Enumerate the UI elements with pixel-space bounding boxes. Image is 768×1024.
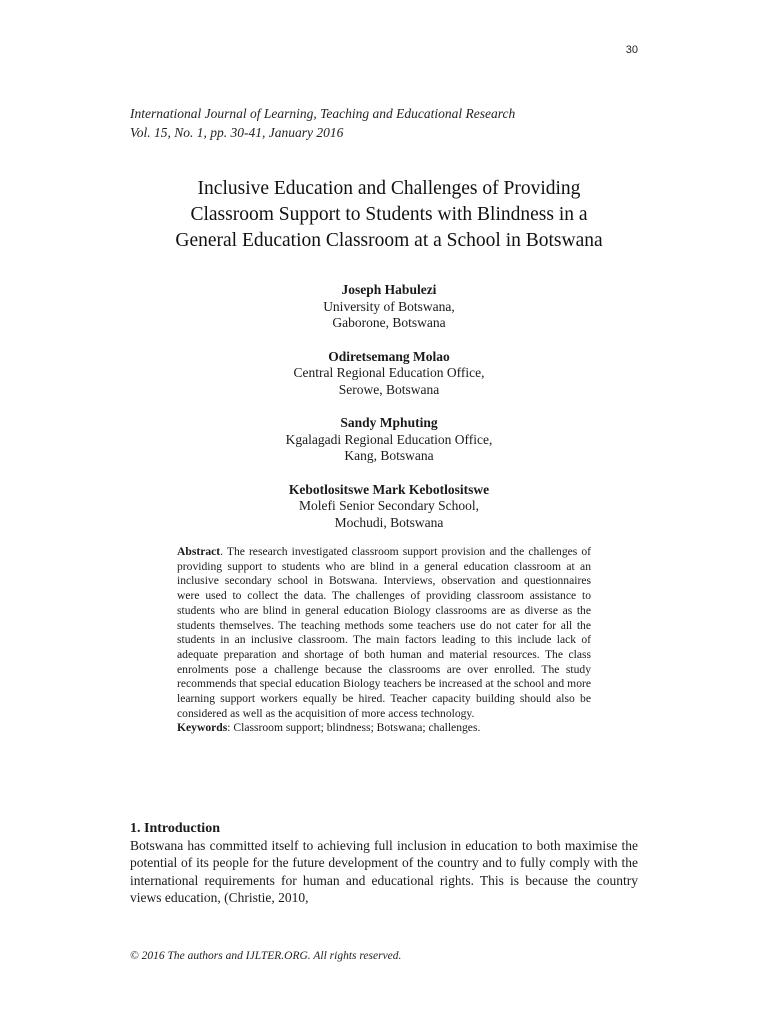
keywords-text: : Classroom support; blindness; Botswana; challenges. (227, 721, 481, 735)
keywords (177, 721, 591, 736)
abstract (177, 545, 591, 736)
copyright-footer: © 2016 The authors and IJLTER.ORG. All rights reserved. (130, 950, 402, 962)
journal-issue: Vol. 15, No. 1, pp. 30-41, January 2016 (130, 125, 344, 140)
abstract-text: . The research investigated classroom support provision and the challenges of providing support to students who are blind in a general education classroom at an inclusive secondary school in Botswana. Interviews, observation and questionnaires were used to collect the data. The challenges of providing classroom assistance to students who are blind in general education Biology classrooms are as diverse as the students themselves. The teaching methods some teachers use do not cater for all the students in an inclusive classroom. The main factors leading to this include lack of adequate preparation and shortage of both human and material resources. The class enrolments pose a challenge because the classrooms are over enrolled. The study recommends that special education Biology teachers be increased at the school and more learning support workers equally be hired. Teacher capacity building should also be considered as well as the acquisition of more access technology. (177, 545, 591, 720)
title-line: Inclusive Education and Challenges of Providing (197, 178, 581, 199)
author-list (130, 282, 648, 548)
author-location: Kang, Botswana (344, 448, 434, 463)
author-block (130, 415, 648, 465)
author-name: Kebotlositswe Mark Kebotlositswe (288, 481, 490, 497)
author-name: Joseph Habulezi (341, 282, 437, 297)
author-name: Sandy Mphuting (340, 415, 438, 430)
paper-title (100, 176, 678, 254)
keywords-label: Keywords (177, 721, 228, 735)
title-line: General Education Classroom at a School in Botswana (175, 230, 603, 251)
author-name: Odiretsemang Molao (328, 348, 450, 364)
journal-name: International Journal of Learning, Teaching and Educational Research (130, 106, 516, 121)
abstract-paragraph (177, 545, 591, 721)
section-heading: 1. Introduction (130, 821, 220, 836)
author-block (130, 282, 648, 332)
page-number: 30 (625, 44, 638, 56)
abstract-label: Abstract (177, 545, 221, 558)
author-block (130, 349, 648, 399)
author-location: Gaborone, Botswana (332, 315, 446, 330)
journal-header (130, 104, 515, 142)
title-line: Classroom Support to Students with Blindness in a (190, 204, 588, 225)
section-body: Botswana has committed itself to achieving full inclusion in education to both maximise the potential of its people for the future development of the country and to fully comply with the international requirements for human and educational rights. This is because the country views education, (Christie, 2010, (130, 838, 638, 905)
author-affiliation: Kgalagadi Regional Education Office, (285, 431, 493, 447)
author-affiliation: Molefi Senior Secondary School, (299, 498, 479, 513)
author-affiliation: Central Regional Education Office, (293, 365, 485, 380)
author-location: Mochudi, Botswana (334, 514, 444, 530)
author-affiliation: University of Botswana, (323, 298, 455, 314)
author-location: Serowe, Botswana (338, 381, 440, 397)
author-block (130, 482, 648, 532)
